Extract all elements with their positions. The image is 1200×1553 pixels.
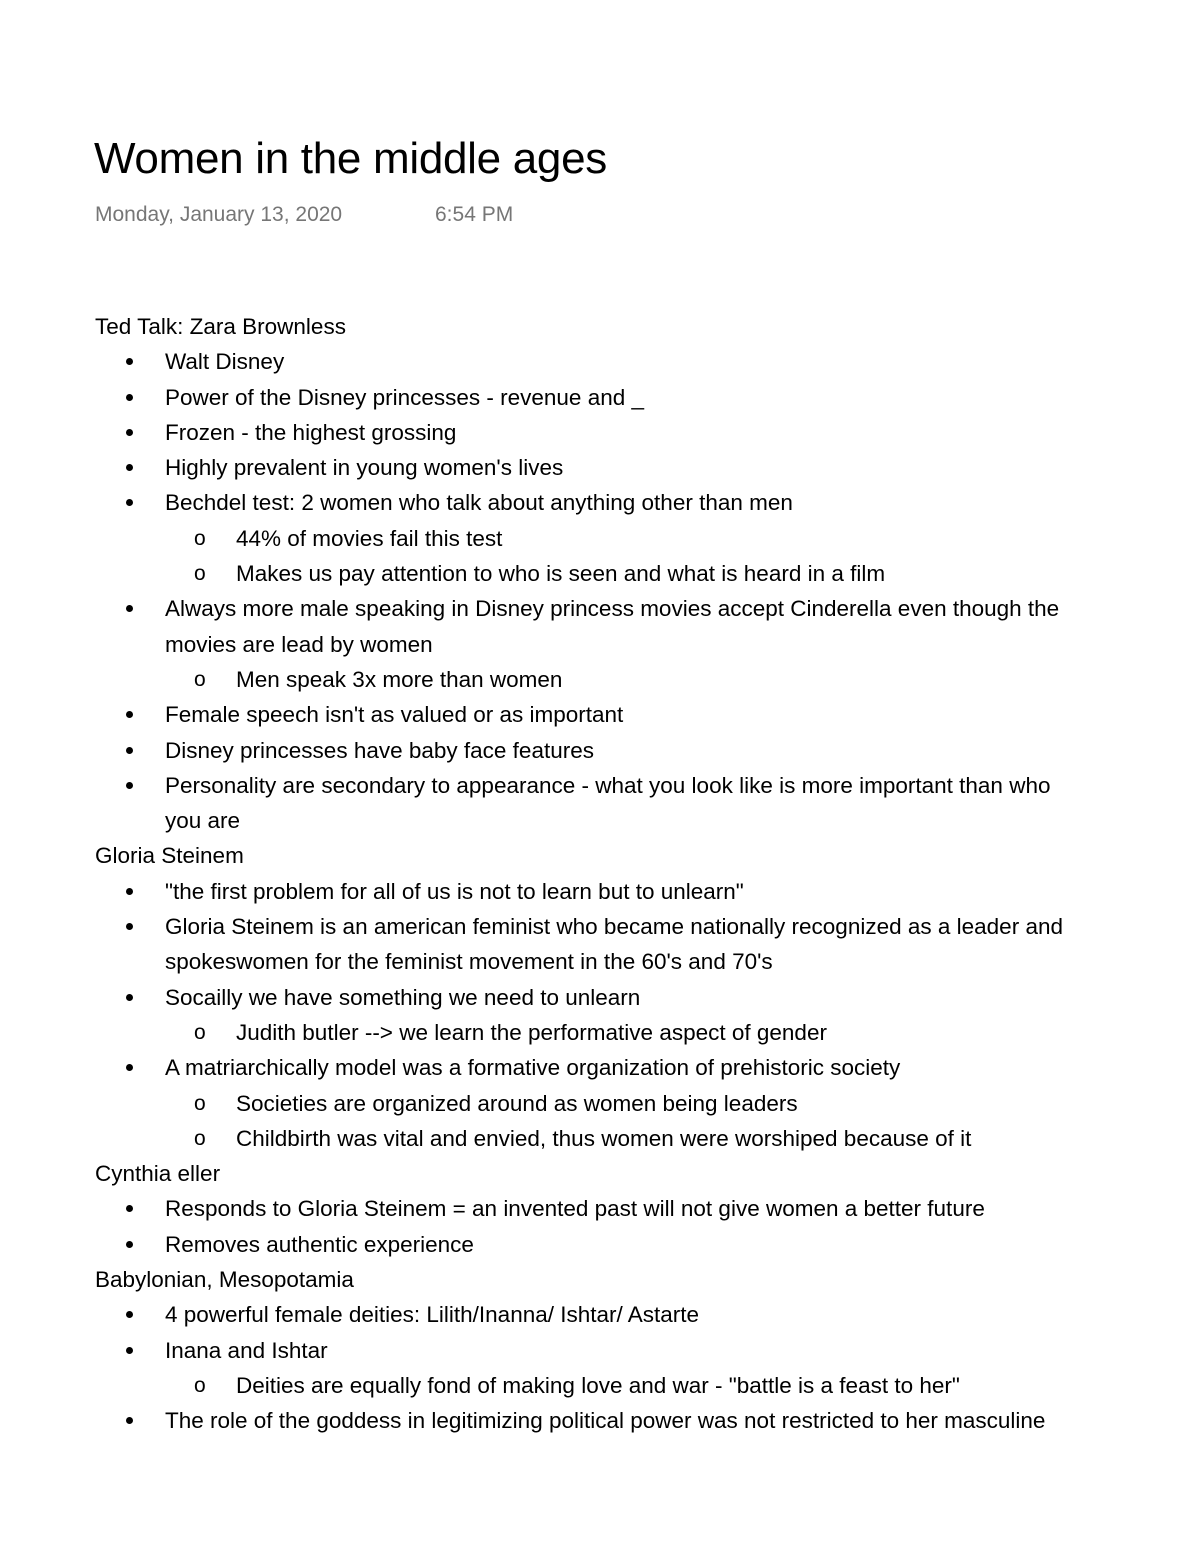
- note-text: The role of the goddess in legitimizing political power was not restricted to her masculine: [165, 1408, 1046, 1434]
- bullet-dot-icon: [126, 429, 133, 436]
- note-text: Female speech isn't as valued or as important: [165, 702, 624, 728]
- bullet-dot-icon: [126, 1417, 133, 1424]
- bullet-item: [95, 380, 1200, 415]
- bullet-dot-icon: [126, 394, 133, 401]
- note-text: Deities are equally fond of making love and war - "battle is a feast to her": [236, 1372, 960, 1398]
- bullet-item: [95, 344, 1200, 379]
- bullet-item: [95, 1297, 1200, 1332]
- bullet-dot-icon: [126, 1311, 133, 1318]
- bullet-item: [95, 1050, 1200, 1085]
- note-text: 4 powerful female deities: Lilith/Inanna/ Ishtar/ Astarte: [165, 1302, 700, 1328]
- bullet-dot-icon: [126, 499, 133, 506]
- sub-bullet-marker: o: [194, 667, 206, 691]
- bullet-dot-icon: [126, 1347, 133, 1354]
- note-text: you are: [165, 808, 241, 834]
- sub-bullet-item: [95, 1086, 1200, 1121]
- note-text: Socailly we have something we need to unlearn: [165, 984, 641, 1010]
- note-text: Power of the Disney princesses - revenue and _: [165, 384, 645, 410]
- page-date: Monday, January 13, 2020: [95, 203, 343, 226]
- bullet-dot-icon: [126, 1205, 133, 1212]
- note-text: Babylonian, Mesopotamia: [95, 1267, 354, 1293]
- sub-bullet-item: [95, 556, 1200, 591]
- section-heading: [95, 838, 1200, 873]
- bullet-dot-icon: [126, 1064, 133, 1071]
- bullet-item: [95, 1191, 1200, 1226]
- sub-bullet-marker: o: [194, 526, 206, 550]
- bullet-dot-icon: [126, 358, 133, 365]
- bullet-continuation: [95, 944, 1200, 979]
- bullet-dot-icon: [126, 747, 133, 754]
- note-text: 44% of movies fail this test: [236, 525, 503, 551]
- note-text: Cynthia eller: [95, 1161, 221, 1187]
- note-text: spokeswomen for the feminist movement in the 60's and 70's: [165, 949, 773, 975]
- note-text: Inana and Ishtar: [165, 1337, 328, 1363]
- section-heading: [95, 309, 1200, 344]
- note-text: Always more male speaking in Disney princess movies accept Cinderella even though the: [165, 596, 1060, 622]
- note-text: Childbirth was vital and envied, thus women were worshiped because of it: [236, 1125, 972, 1151]
- bullet-continuation: [95, 627, 1200, 662]
- page-title: Women in the middle ages: [94, 134, 607, 183]
- bullet-item: [95, 1403, 1200, 1438]
- page-time: 6:54 PM: [435, 203, 514, 226]
- section-heading: [95, 1156, 1200, 1191]
- note-text: "the first problem for all of us is not to learn but to unlearn": [165, 878, 744, 904]
- note-text: Bechdel test: 2 women who talk about anything other than men: [165, 490, 793, 516]
- note-text: Responds to Gloria Steinem = an invented past will not give women a better future: [165, 1196, 985, 1222]
- sub-bullet-item: [95, 662, 1200, 697]
- note-text: Removes authentic experience: [165, 1231, 474, 1257]
- bullet-item: [95, 591, 1200, 626]
- sub-bullet-marker: o: [194, 1373, 206, 1397]
- note-text: Frozen - the highest grossing: [165, 419, 457, 445]
- note-text: Gloria Steinem is an american feminist who became nationally recognized as a leader and: [165, 914, 1063, 940]
- sub-bullet-item: [95, 521, 1200, 556]
- note-text: Makes us pay attention to who is seen and what is heard in a film: [236, 561, 886, 587]
- bullet-continuation: [95, 803, 1200, 838]
- bullet-item: [95, 980, 1200, 1015]
- sub-bullet-item: [95, 1121, 1200, 1156]
- note-text: movies are lead by women: [165, 631, 433, 657]
- page-timestamp: [95, 201, 514, 229]
- sub-bullet-item: [95, 1368, 1200, 1403]
- bullet-item: [95, 733, 1200, 768]
- bullet-item: [95, 697, 1200, 732]
- note-text: Ted Talk: Zara Brownless: [95, 314, 346, 339]
- bullet-dot-icon: [126, 711, 133, 718]
- bullet-item: [95, 415, 1200, 450]
- note-text: Gloria Steinem: [95, 843, 244, 869]
- note-text: A matriarchically model was a formative organization of prehistoric society: [165, 1055, 901, 1081]
- note-text: Judith butler --> we learn the performative aspect of gender: [236, 1019, 827, 1045]
- bullet-dot-icon: [126, 782, 133, 789]
- sub-bullet-marker: o: [194, 562, 206, 586]
- bullet-dot-icon: [126, 605, 133, 612]
- note-text: Highly prevalent in young women's lives: [165, 455, 564, 481]
- note-text: Disney princesses have baby face features: [165, 737, 594, 763]
- bullet-item: [95, 874, 1200, 909]
- bullet-item: [95, 1227, 1200, 1262]
- bullet-item: [95, 768, 1200, 803]
- note-text: Walt Disney: [165, 349, 285, 375]
- section-heading: [95, 1262, 1200, 1297]
- sub-bullet-marker: o: [194, 1126, 206, 1150]
- bullet-item: [95, 485, 1200, 520]
- bullet-dot-icon: [126, 994, 133, 1001]
- sub-bullet-marker: o: [194, 1091, 206, 1115]
- sub-bullet-marker: o: [194, 1020, 206, 1044]
- bullet-dot-icon: [126, 923, 133, 930]
- bullet-dot-icon: [126, 464, 133, 471]
- note-text: Men speak 3x more than women: [236, 666, 563, 692]
- bullet-dot-icon: [126, 888, 133, 895]
- bullet-item: [95, 909, 1200, 944]
- note-text: Societies are organized around as women being leaders: [236, 1090, 798, 1116]
- bullet-item: [95, 1333, 1200, 1368]
- note-body: [95, 309, 1200, 1439]
- note-text: Personality are secondary to appearance - what you look like is more important than who: [165, 772, 1051, 798]
- sub-bullet-item: [95, 1015, 1200, 1050]
- bullet-dot-icon: [126, 1241, 133, 1248]
- bullet-item: [95, 450, 1200, 485]
